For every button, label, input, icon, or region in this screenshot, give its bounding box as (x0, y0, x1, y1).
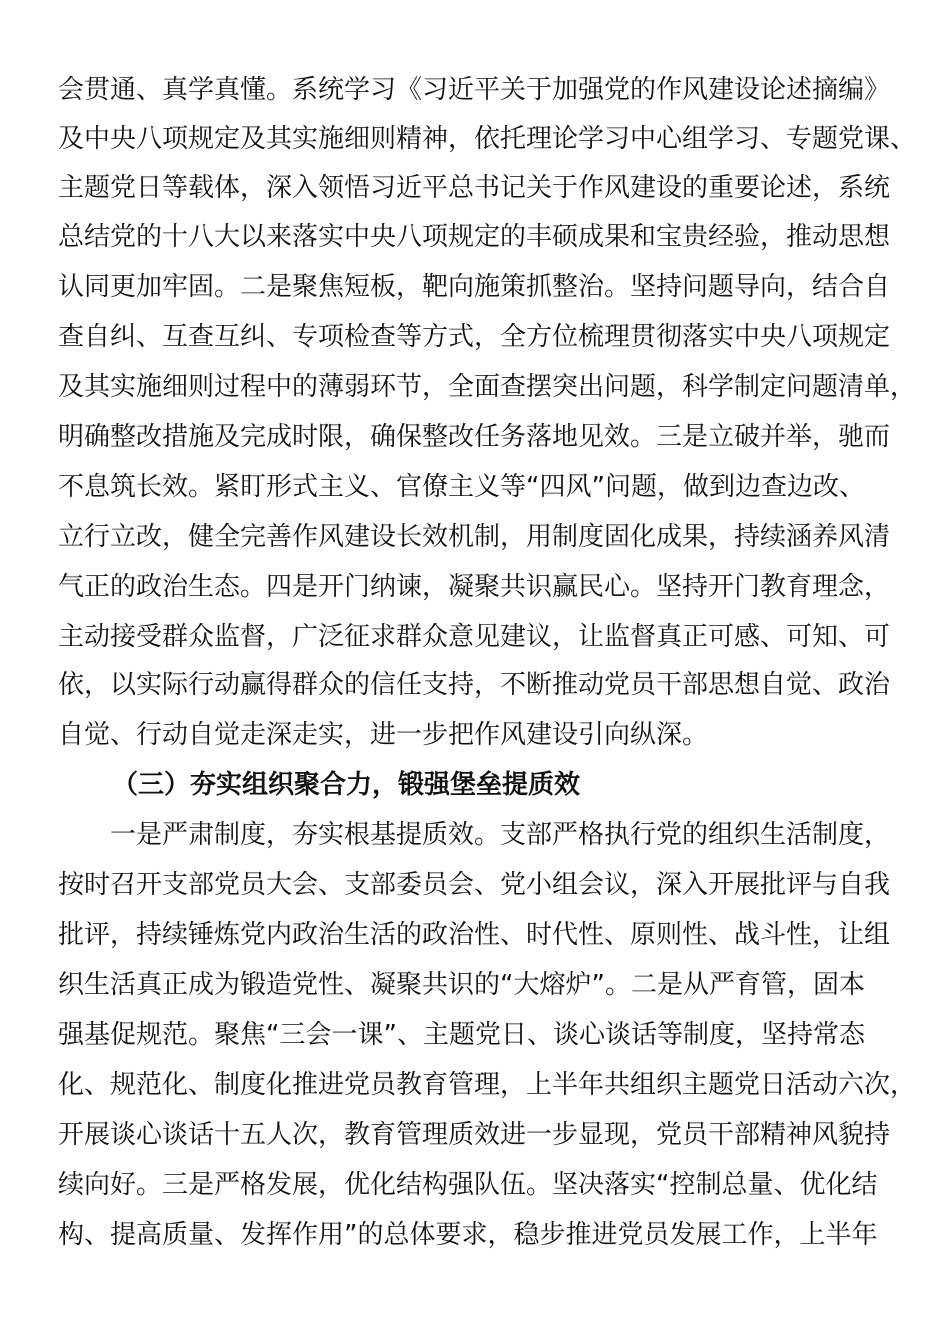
paragraph-line: 会贯通、真学真懂。系统学习《习近平关于加强党的作风建设论述摘编》 (58, 75, 891, 105)
paragraph-line: 一是严肃制度，夯实根基提质效。支部严格执行党的组织生活制度， (110, 820, 891, 850)
paragraph-line: 主题党日等载体，深入领悟习近平总书记关于作风建设的重要论述，系统 (58, 173, 891, 203)
paragraph-line: 立行立改，健全完善作风建设长效机制，用制度固化成果，持续涵养风清 (58, 522, 891, 552)
paragraph-line: 气正的政治生态。四是开门纳谏，凝聚共识赢民心。坚持开门教育理念， (58, 572, 891, 602)
paragraph-line: 开展谈心谈话十五人次，教育管理质效进一步显现，党员干部精神风貌持 (58, 1120, 891, 1150)
paragraph-line: 强基促规范。聚焦“三会一课”、主题党日、谈心谈话等制度，坚持常态 (58, 1020, 865, 1050)
section-heading: （三）夯实组织聚合力，锻强堡垒提质效 (112, 770, 581, 800)
paragraph-line: 明确整改措施及完成时限，确保整改任务落地见效。三是立破并举，驰而 (58, 422, 891, 452)
paragraph-line: 认同更加牢固。二是聚焦短板，靶向施策抓整治。坚持问题导向，结合自 (58, 272, 891, 302)
paragraph-line: 续向好。三是严格发展，优化结构强队伍。坚决落实“控制总量、优化结 (58, 1170, 878, 1200)
paragraph-line: 主动接受群众监督，广泛征求群众意见建议，让监督真正可感、可知、可 (58, 622, 891, 652)
paragraph-line: 不息筑长效。紧盯形式主义、官僚主义等“四风”问题，做到边查边改、 (58, 472, 865, 502)
paragraph-line: 自觉、行动自觉走深走实，进一步把作风建设引向纵深。 (58, 720, 709, 750)
paragraph-line: 化、规范化、制度化推进党员教育管理，上半年共组织主题党日活动六次， (58, 1070, 917, 1100)
paragraph-line: 依，以实际行动赢得群众的信任支持，不断推动党员干部思想自觉、政治 (58, 670, 891, 700)
paragraph-line: 查自纠、互查互纠、专项检查等方式，全方位梳理贯彻落实中央八项规定 (58, 322, 891, 352)
paragraph-line: 按时召开支部党员大会、支部委员会、党小组会议，深入开展批评与自我 (58, 870, 891, 900)
paragraph-line: 及其实施细则过程中的薄弱环节，全面查摆突出问题，科学制定问题清单， (58, 372, 917, 402)
paragraph-line: 批评，持续锤炼党内政治生活的政治性、时代性、原则性、战斗性，让组 (58, 920, 891, 950)
paragraph-line: 构、提高质量、发挥作用”的总体要求，稳步推进党员发展工作，上半年 (58, 1220, 878, 1250)
paragraph-line: 织生活真正成为锻造党性、凝聚共识的“大熔炉”。二是从严育管，固本 (58, 970, 865, 1000)
paragraph-line: 总结党的十八大以来落实中央八项规定的丰硕成果和宝贵经验，推动思想 (58, 222, 891, 252)
paragraph-line: 及中央八项规定及其实施细则精神，依托理论学习中心组学习、专题党课、 (58, 124, 917, 154)
